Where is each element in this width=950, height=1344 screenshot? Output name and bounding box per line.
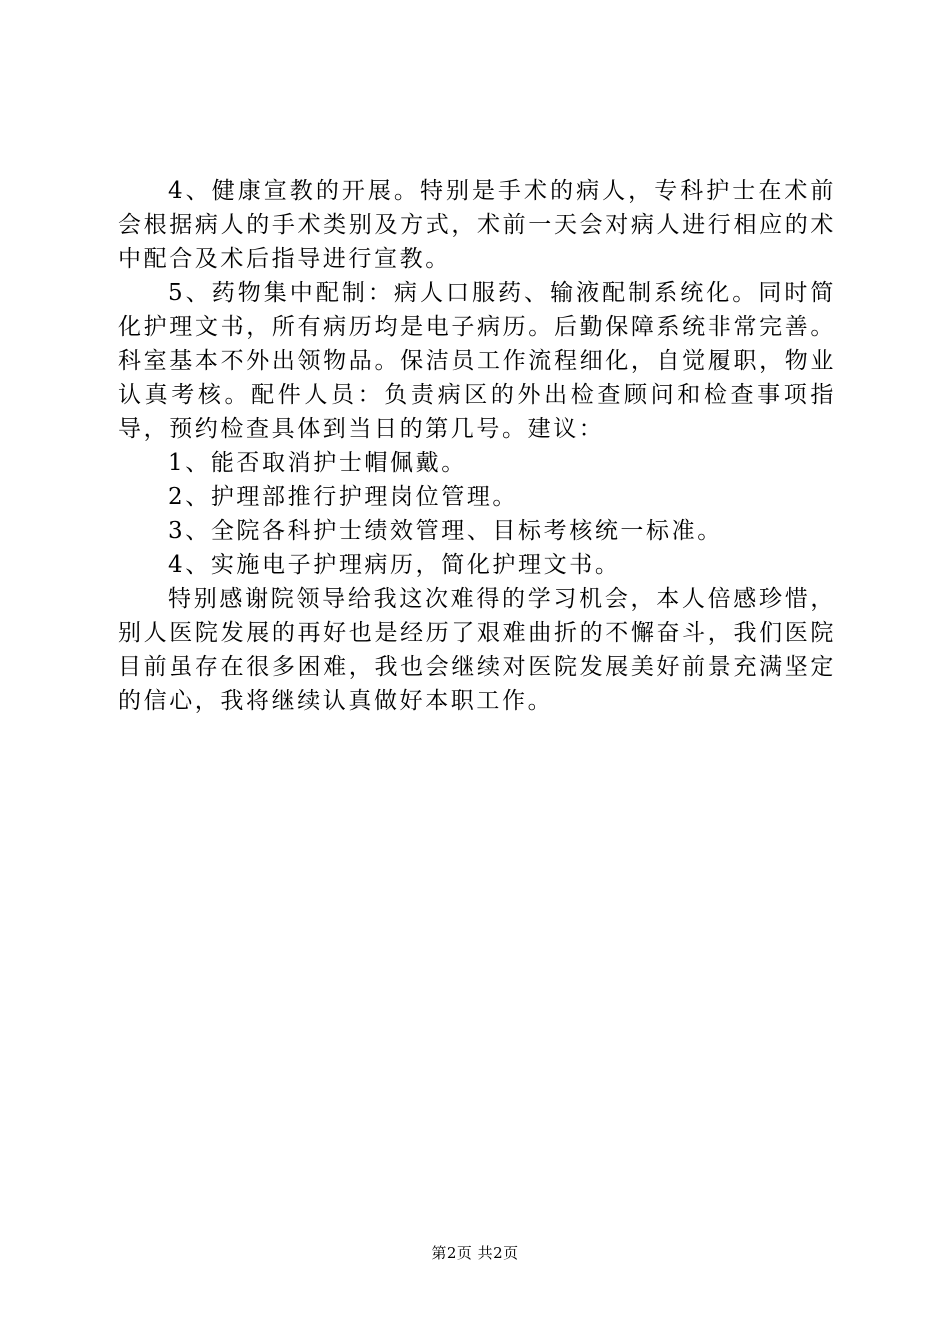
suggestion-item-1: 1、能否取消护士帽佩戴。 <box>168 450 467 476</box>
suggestion-item-4: 4、实施电子护理病历，简化护理文书。 <box>168 552 621 578</box>
suggestion-item-3: 3、全院各科护士绩效管理、目标考核统一标准。 <box>168 518 723 544</box>
document-body <box>118 174 836 718</box>
paragraph-acknowledgement: 特别感谢院领导给我这次难得的学习机会，本人倍感珍惜，别人医院发展的再好也是经历了艰难曲折的不懈奋斗，我们医院目前虽存在很多困难，我也会继续对医院发展美好前景充满坚定的信心，我将继续认真做好本职工作。 <box>118 586 836 714</box>
paragraph-medication-preparation: 5、药物集中配制：病人口服药、输液配制系统化。同时简化护理文书，所有病历均是电子病历。后勤保障系统非常完善。科室基本不外出领物品。保洁员工作流程细化，自觉履职，物业认真考核。配件人员：负责病区的外出检查顾问和检查事项指导，预约检查具体到当日的第几号。建议： <box>118 280 836 442</box>
paragraph-health-education: 4、健康宣教的开展。特别是手术的病人，专科护士在术前会根据病人的手术类别及方式，术前一天会对病人进行相应的术中配合及术后指导进行宣教。 <box>118 178 836 272</box>
suggestion-item-2: 2、护理部推行护理岗位管理。 <box>168 484 519 510</box>
page-number-label: 第2页 共2页 <box>431 1244 519 1262</box>
page-footer <box>0 1242 950 1263</box>
